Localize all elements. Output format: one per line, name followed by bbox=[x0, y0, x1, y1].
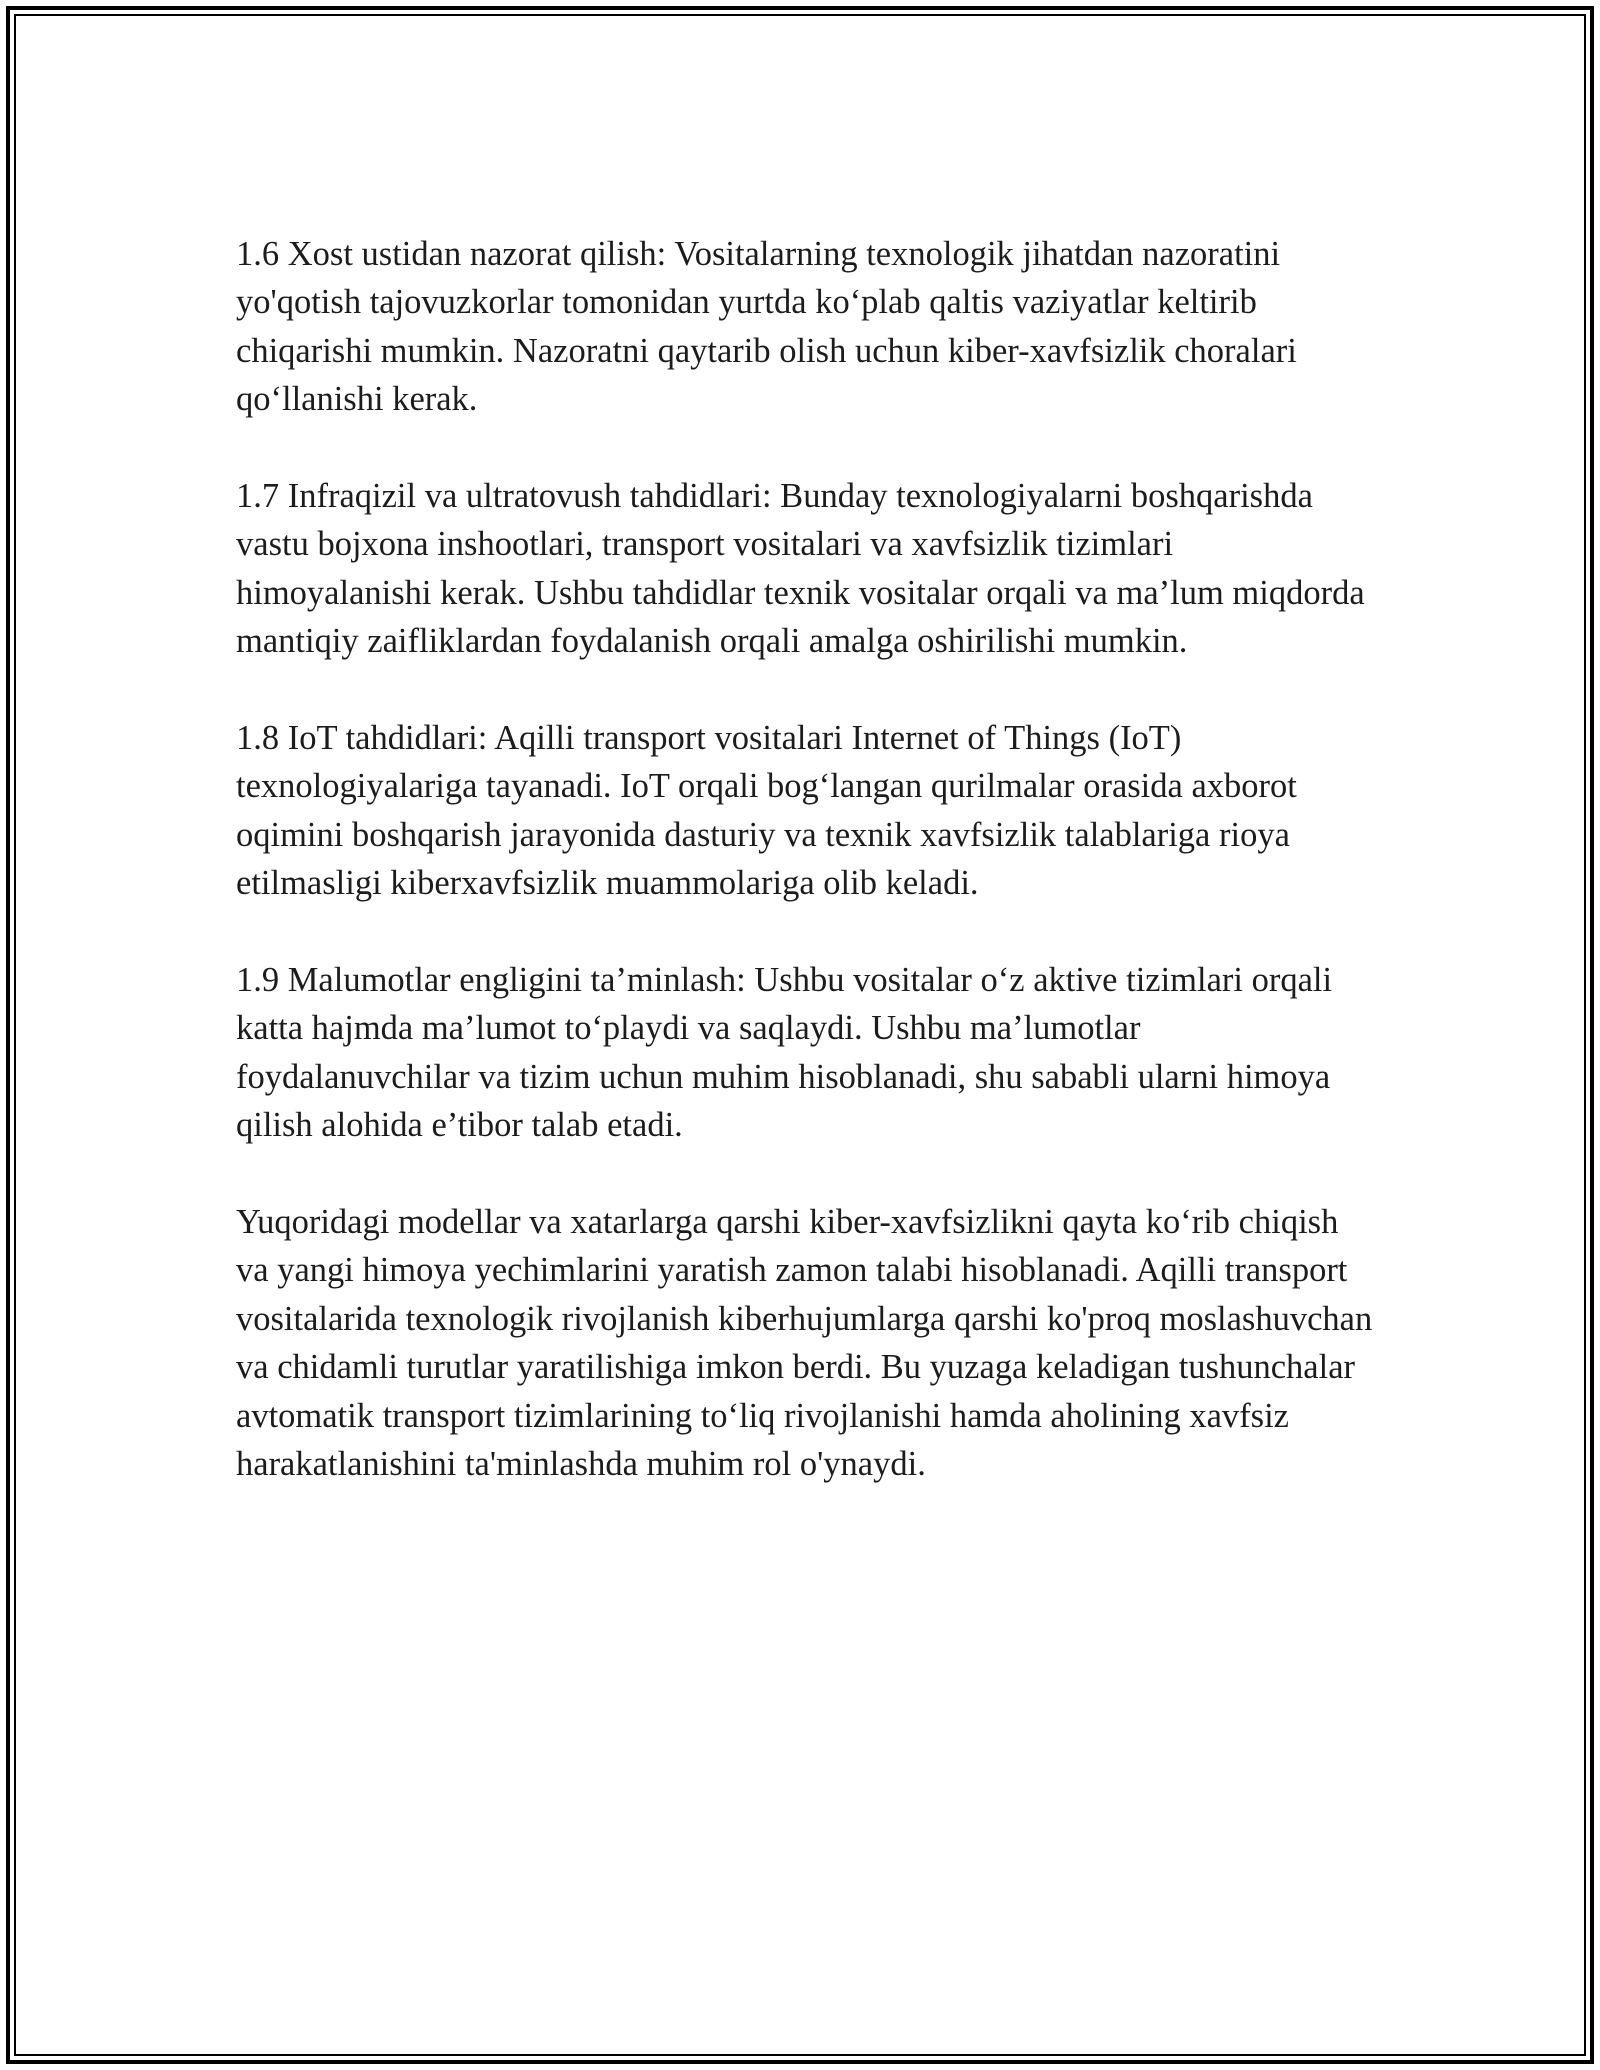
paragraph-data-integrity: 1.9 Malumotlar engligini ta’minlash: Ushbu vositalar o‘z aktive tizimlari orqali katta hajmda ma’lumot to‘playdi va saqlaydi. Ushbu ma’lumotlar foydalanuvchilar va tizim uchun muhim hisoblanadi, shu sababli ularni himoya qilish alohida e’tibor talab etadi. bbox=[236, 961, 1333, 1145]
paragraph-host-control: 1.6 Xost ustidan nazorat qilish: Vositalarning texnologik jihatdan nazoratini yo'qotish tajovuzkorlar tomonidan yurtda ko‘plab qaltis vaziyatlar keltirib chiqarishi mumkin. Nazoratni qaytarib olish uchun kiber-xavfsizlik choralari qo‘llanishi kerak. bbox=[236, 235, 1297, 419]
document-body bbox=[236, 230, 1376, 1537]
paragraph-infrared-ultrasound-threats: 1.7 Infraqizil va ultratovush tahdidlari: Bunday texnologiyalarni boshqarishda vastu bojxona inshootlari, transport vositalari va xavfsizlik tizimlari himoyalanishi kerak. Ushbu tahdidlar texnik vositalar orqali va ma’lum miqdorda mantiqiy zaifliklardan foydalanish orqali amalga oshirilishi mumkin. bbox=[236, 477, 1365, 661]
paragraph-conclusion: Yuqoridagi modellar va xatarlarga qarshi kiber-xavfsizlikni qayta ko‘rib chiqish va yangi himoya yechimlarini yaratish zamon talabi hisoblanadi. Aqilli transport vositalarida texnologik rivojlanish kiberhujumlarga qarshi ko'proq moslashuvchan va chidamli turutlar yaratilishiga imkon berdi. Bu yuzaga keladigan tushunchalar avtomatik transport tizimlarining to‘liq rivojlanishi hamda aholining xavfsiz harakatlanishini ta'minlashda muhim rol o'ynaydi. bbox=[236, 1203, 1373, 1484]
paragraph-iot-threats: 1.8 IoT tahdidlari: Aqilli transport vositalari Internet of Things (IoT) texnologiyalariga tayanadi. IoT orqali bog‘langan qurilmalar orasida axborot oqimini boshqarish jarayonida dasturiy va texnik xavfsizlik talablariga rioya etilmasligi kiberxavfsizlik muammolariga olib keladi. bbox=[236, 719, 1297, 903]
